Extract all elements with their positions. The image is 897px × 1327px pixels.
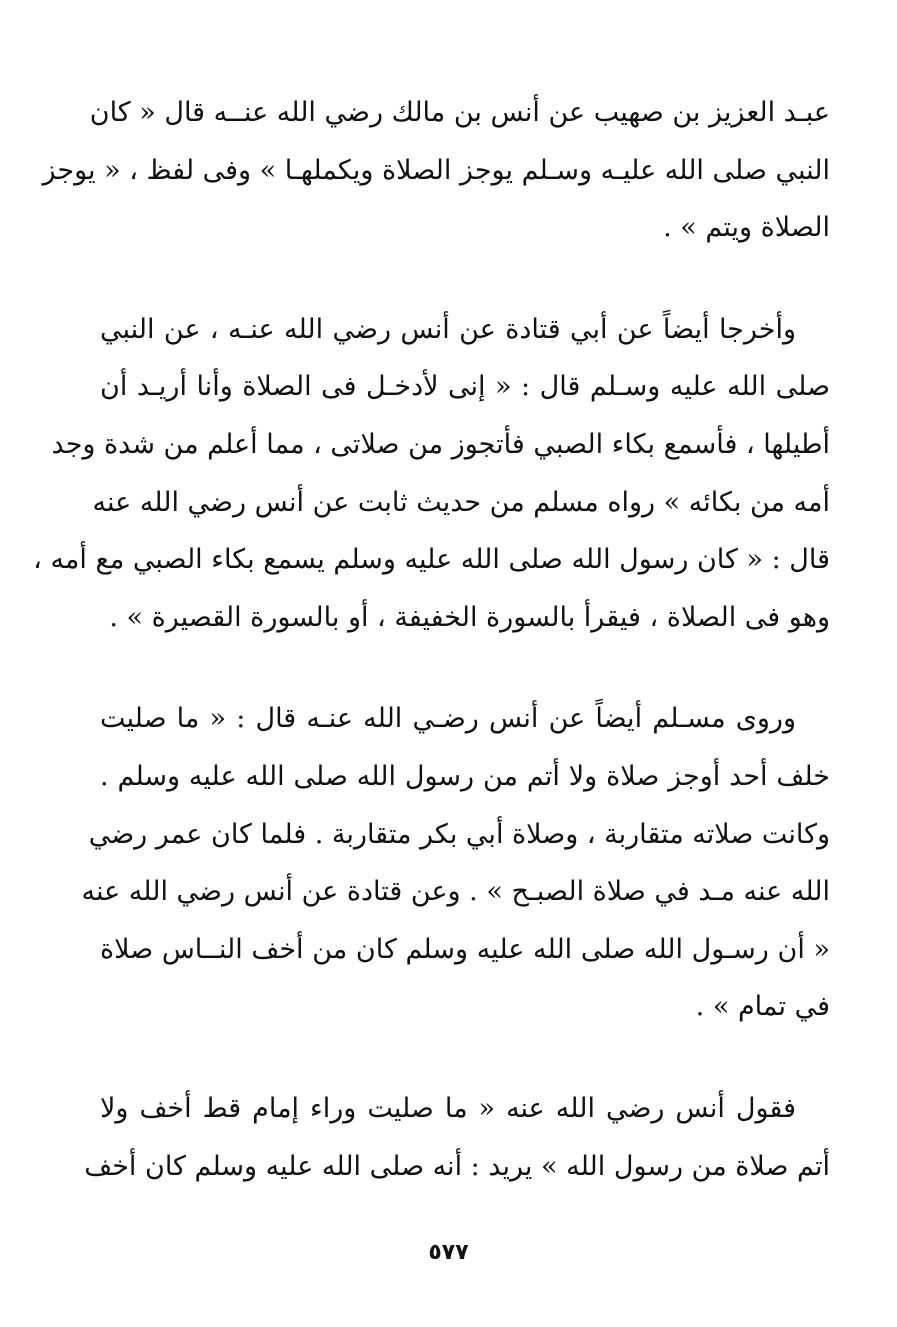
text-line: النبي صلى الله عليـه وسـلم يوجز الصلاة ويكملهـا » وفى لفظ ، « يوجز [42,154,830,186]
text-line: وهو فى الصلاة ، فيقرأ بالسورة الخفيفة ، أو بالسورة القصيرة » . [109,601,830,633]
page-number: ٥٧٧ [428,1240,469,1265]
text-line: في تمام » . [695,991,830,1023]
page-body [33,84,830,1195]
text-line: الله عنه مـد في صلاة الصبـح » . وعن قتادة عن أنس رضي الله عنه [81,876,830,908]
text-line: وروى مسـلم أيضاً عن أنس رضـي الله عنـه قال : « ما صليت [100,703,796,735]
text-line: صلى الله عليه وسـلم قال : « إنى لأدخـل فى الصلاة وأنا أريـد أن [100,371,830,403]
text-line: « أن رسـول الله صلى الله عليه وسلم كان من أخف النــاس صلاة [100,933,830,965]
paragraph-1 [42,84,830,257]
text-line: وكانت صلاته متقاربة ، وصلاة أبي بكر متقاربة . فلما كان عمر رضي [88,818,830,850]
text-line: خلف أحد أوجز صلاة ولا أتم من رسول الله صلى الله عليه وسلم . [100,760,830,792]
paragraph-spacer [100,257,830,301]
paragraph-spacer [100,1036,830,1080]
text-line: أتم صلاة من رسول الله » يريد : أنه صلى الله عليه وسلم كان أخف [84,1150,830,1182]
text-line: أطيلها ، فأسمع بكاء الصبي فأتجوز من صلاتى ، مما أعلم من شدة وجد [51,428,830,460]
paragraph-spacer [100,646,830,690]
paragraph-4 [84,1080,830,1195]
paragraph-3 [81,690,830,1036]
text-line: الصلاة ويتم » . [663,212,830,244]
paragraph-2 [33,301,830,647]
text-line: فقول أنس رضي الله عنه « ما صليت وراء إمام قط أخف ولا [100,1092,796,1124]
text-line: وأخرجا أيضاً عن أبي قتادة عن أنس رضي الله عنـه ، عن النبي [100,313,796,345]
text-line: قال : « كان رسول الله صلى الله عليه وسلم يسمع بكاء الصبي مع أمه ، [33,544,830,576]
text-line: أمه من بكائه » رواه مسلم من حديث ثابت عن أنس رضي الله عنه [92,486,830,518]
text-line: عبـد العزيز بن صهيب عن أنس بن مالك رضي الله عنــه قال « كان [89,97,830,128]
